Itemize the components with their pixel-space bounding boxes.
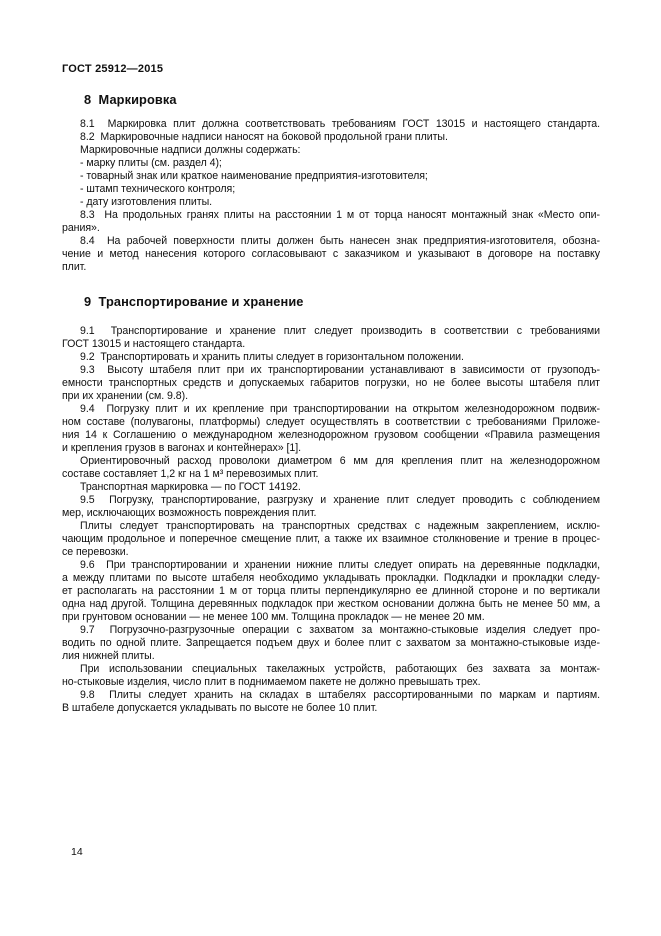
- paragraph: [62, 520, 600, 559]
- paragraph: [62, 403, 600, 455]
- text-line: но-стыковые изделия, число плит в поднимаемом пакете не должно превышать трех.: [62, 676, 481, 688]
- text-line: Плиты следует транспортировать на транспортных средствах с надежным закреплением, исклю-: [80, 520, 600, 532]
- text-line: - дату изготовления плиты.: [80, 196, 213, 208]
- text-line: при грунтовом основании — не менее 100 мм. Толщина прокладок — не менее 20 мм.: [62, 611, 485, 623]
- text-line: - штамп технического контроля;: [80, 183, 236, 195]
- text-line: лия нижней плиты.: [62, 650, 155, 662]
- text-line: - марку плиты (см. раздел 4);: [80, 157, 222, 169]
- document-standard-header: ГОСТ 25912—2015: [62, 63, 164, 75]
- section-body: [62, 118, 600, 274]
- text-line: Маркировочные надписи должны содержать:: [80, 144, 301, 156]
- text-line: 8.1 Маркировка плит должна соответствовать требованиям ГОСТ 13015 и настоящего стандарта.: [80, 118, 600, 130]
- text-line: 9.5 Погрузку, транспортирование, разгрузку и хранение плит следует проводить с соблюдением: [80, 494, 600, 506]
- text-line: мер, исключающих возможность повреждения плит.: [62, 507, 317, 519]
- paragraph: [62, 663, 600, 689]
- text-line: 9.3 Высоту штабеля плит при их транспортировании устанавливают в зависимости от грузоподъ-: [80, 364, 600, 376]
- text-line: ГОСТ 13015 и настоящего стандарта.: [62, 338, 246, 350]
- text-line: - товарный знак или краткое наименование предприятия-изготовителя;: [80, 170, 428, 182]
- text-line: 9.7 Погрузочно-разгрузочные операции с захватом за монтажно-стыковые изделия следует про-: [80, 624, 600, 636]
- text-line: 9.4 Погрузку плит и их крепление при транспортировании на открытом железнодорожном подвиж-: [80, 403, 600, 415]
- paragraph: [62, 494, 600, 520]
- text-line: 8.4 На рабочей поверхности плиты должен быть нанесен знак предприятия-изготовителя, обозна-: [80, 235, 600, 247]
- paragraph: [62, 624, 600, 663]
- paragraph: [62, 183, 600, 196]
- section-9-heading: 9 Транспортирование и хранение: [84, 294, 304, 309]
- text-line: ния 14 к Соглашению о международном железнодорожном грузовом сообщении «Правила размещения: [62, 429, 600, 441]
- paragraph: [62, 689, 600, 715]
- text-line: и крепления грузов в вагонах и контейнерах» [1].: [62, 442, 302, 454]
- text-line: чающим продольное и поперечное смещение плит, а также их взаимное столкновение и трение в процес-: [62, 533, 600, 545]
- paragraph: [62, 481, 600, 494]
- text-line: ном составе (полувагоны, платформы) следует осуществлять в соответствии с требованиями Приложе-: [62, 416, 600, 428]
- text-line: 9.8 Плиты следует хранить на складах в штабелях рассортированными по маркам и партиям.: [80, 689, 600, 701]
- paragraph: [62, 325, 600, 351]
- paragraph: [62, 157, 600, 170]
- text-line: ет располагать на расстоянии 1 м от торца плиты перпендикулярно ее длинной стороне и по вертикали: [62, 585, 600, 597]
- paragraph: [62, 455, 600, 481]
- text-line: 8.2 Маркировочные надписи наносят на боковой продольной грани плиты.: [80, 131, 448, 143]
- paragraph: [62, 559, 600, 624]
- paragraph: [62, 196, 600, 209]
- text-line: а между плитами по высоте штабеля необходимо укладывать прокладки. Подкладки и прокладки следу-: [62, 572, 600, 584]
- text-line: Транспортная маркировка — по ГОСТ 14192.: [80, 481, 301, 493]
- text-line: одна над другой. Толщина деревянных подкладок при жестком основании должна быть не менее 50 мм, а: [62, 598, 600, 610]
- paragraph: [62, 351, 600, 364]
- text-line: рания».: [62, 222, 100, 234]
- text-line: В штабеле допускается укладывать по высоте не более 10 плит.: [62, 702, 378, 714]
- text-line: водить по одной плите. Запрещается подъем двух и более плит с захватом за монтажно-стыковые изде-: [62, 637, 600, 649]
- page-number: 14: [71, 846, 83, 858]
- text-line: се перевозки.: [62, 546, 129, 558]
- paragraph: [62, 209, 600, 235]
- section-8-heading: 8 Маркировка: [84, 92, 177, 107]
- text-line: плит.: [62, 261, 87, 273]
- paragraph: [62, 364, 600, 403]
- text-line: 9.2 Транспортировать и хранить плиты следует в горизонтальном положении.: [80, 351, 464, 363]
- paragraph: [62, 144, 600, 157]
- text-line: емности транспортных средств и допускаемых габаритов погрузки, но не более высоты штабеля плит: [62, 377, 600, 389]
- text-line: 9.1 Транспортирование и хранение плит следует производить в соответствии с требованиями: [80, 325, 600, 337]
- text-line: при их хранении (см. 9.8).: [62, 390, 188, 402]
- text-line: чение и метод нанесения которого согласовывают с заказчиком и указывают в договоре на поставку: [62, 248, 600, 260]
- section-body: [62, 325, 600, 715]
- paragraph: [62, 235, 600, 274]
- paragraph: [62, 118, 600, 131]
- text-line: составе составляет 1,2 кг на 1 м³ перевозимых плит.: [62, 468, 319, 480]
- text-line: При использовании специальных такелажных устройств, работающих без захвата за монтаж-: [80, 663, 600, 675]
- paragraph: [62, 170, 600, 183]
- text-line: 9.6 При транспортировании и хранении нижние плиты следует опирать на деревянные подкладки,: [80, 559, 600, 571]
- text-line: 8.3 На продольных гранях плиты на расстоянии 1 м от торца наносят монтажный знак «Место опи-: [80, 209, 600, 221]
- paragraph: [62, 131, 600, 144]
- text-line: Ориентировочный расход проволоки диаметром 6 мм для крепления плит на железнодорожном: [80, 455, 600, 467]
